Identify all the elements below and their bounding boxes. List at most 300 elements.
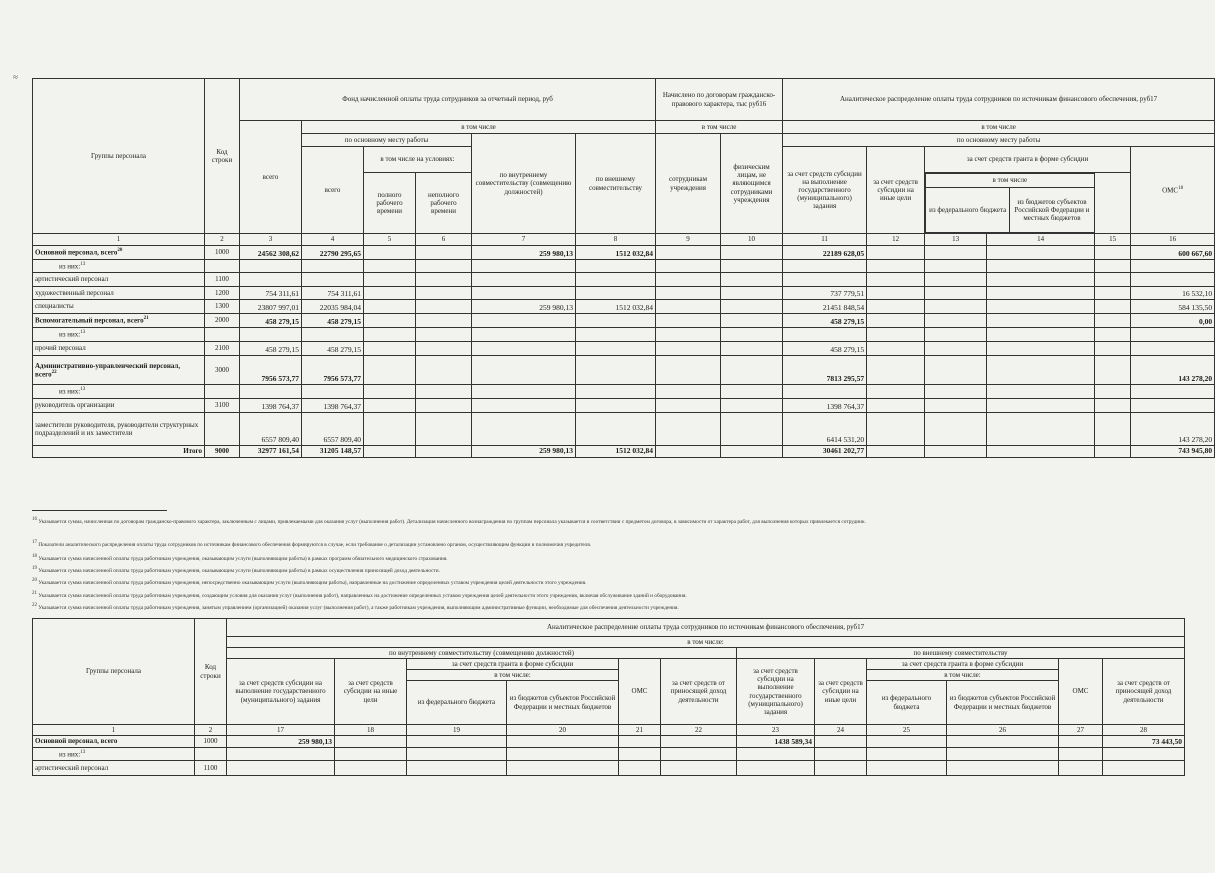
- footnote-number: 21: [32, 591, 37, 596]
- cell-c13: [925, 246, 987, 260]
- cell-c23: [737, 761, 815, 776]
- row-label: [33, 761, 195, 776]
- total-cell-c15: [1095, 446, 1131, 458]
- table-row: [33, 328, 1215, 342]
- column-number: 18: [335, 725, 407, 736]
- t2-col-header-internal: по внутреннему совместительству (совмещению должностей): [227, 648, 737, 659]
- cell-c5: [364, 385, 416, 399]
- footnote-number: 19: [32, 566, 37, 571]
- column-number: 6: [416, 234, 472, 246]
- scan-mark: ≈: [13, 72, 18, 82]
- cell-c5: [364, 413, 416, 446]
- t2-col-header-regional-2: из бюджетов субъектов Российской Федерации и местных бюджетов: [947, 681, 1059, 725]
- total-label: Итого: [33, 446, 205, 458]
- cell-c16: [1131, 328, 1215, 342]
- cell-c12: [867, 300, 925, 314]
- cell-c6: [416, 300, 472, 314]
- col-header-federal: из федерального бюджета: [926, 188, 1010, 233]
- t2-col-header-federal-1: из федерального бюджета: [407, 681, 507, 725]
- grant-subheader: [925, 173, 1095, 234]
- total-cell-c8: 1512 032,84: [576, 446, 656, 458]
- total-cell-c12: [867, 446, 925, 458]
- cell-c22: [661, 748, 737, 761]
- cell-c15: [1095, 287, 1131, 300]
- cell-c8: [576, 342, 656, 356]
- cell-c3: 7956 573,77: [240, 356, 302, 385]
- cell-c9: [656, 399, 721, 413]
- col-header-grant-incl: в том числе: [926, 174, 1095, 188]
- cell-c17: [227, 761, 335, 776]
- column-number: 2: [195, 725, 227, 736]
- cell-c11: 458 279,15: [783, 342, 867, 356]
- column-number: 5: [364, 234, 416, 246]
- t2-col-header-subsidy-task-1: за счет средств субсидии на выполнение государственного (муниципального) задания: [227, 659, 335, 725]
- t2-col-header-grant-incl-1: в том числе:: [407, 670, 619, 681]
- cell-c9: [656, 314, 721, 328]
- cell-c11: [783, 385, 867, 399]
- cell-c9: [656, 300, 721, 314]
- t2-col-header-incl: в том числе:: [227, 637, 1185, 648]
- column-number: 9: [656, 234, 721, 246]
- cell-c13: [925, 328, 987, 342]
- cell-c9: [656, 356, 721, 385]
- col-header-gph: Начислено по договорам гражданско-правового характера, тыс руб16: [656, 79, 783, 121]
- cell-c22: [661, 761, 737, 776]
- footnote-ref: 13: [80, 261, 86, 267]
- t2-col-header-code: Код строки: [195, 619, 227, 725]
- cell-c12: [867, 260, 925, 273]
- col-header-incl-2: в том числе: [656, 121, 783, 134]
- cell-c13: [925, 385, 987, 399]
- cell-c21: [619, 736, 661, 748]
- cell-c16: 16 532,10: [1131, 287, 1215, 300]
- col-header-conditions: в том числе на условиях:: [364, 147, 472, 173]
- cell-c27: [1059, 748, 1103, 761]
- cell-c20: [507, 748, 619, 761]
- t2-col-header-subsidy-other-2: за счет средств субсидии на иные цели: [815, 659, 867, 725]
- total-cell-c6: [416, 446, 472, 458]
- table-row: [33, 260, 1215, 273]
- subgroup-label: [33, 748, 195, 761]
- footnote-number: 20: [32, 578, 37, 583]
- footnote-16: 16 Указывается сумма, начисленная по договорам гражданско-правового характера, заключенным с лицами, привлекаемыми для оказания услуг (выполнения работ). Детализация начисленного вознаграждения по группам персонала указывается в соответствии с предметом договора, в зависимости от характера работ, для выполнения которых привлекается сотрудник.: [32, 517, 866, 525]
- cell-c18: [335, 761, 407, 776]
- cell-c9: [656, 246, 721, 260]
- cell-c5: [364, 342, 416, 356]
- cell-c11: 6414 531,20: [783, 413, 867, 446]
- cell-c3: 754 311,61: [240, 287, 302, 300]
- footnote-divider: [32, 510, 167, 511]
- column-number: 20: [507, 725, 619, 736]
- cell-c3: 458 279,15: [240, 342, 302, 356]
- col-header-subsidy-other: за счет средств субсидии на иные цели: [867, 147, 925, 234]
- cell-c11: 21451 848,54: [783, 300, 867, 314]
- cell-c14: [987, 287, 1095, 300]
- table-row: [33, 246, 1215, 260]
- row-label-text: Административно-управленческий персонал, всего: [35, 361, 181, 379]
- row-code: 3100: [205, 399, 240, 413]
- cell-c10: [721, 342, 783, 356]
- cell-c19: [407, 761, 507, 776]
- cell-c6: [416, 246, 472, 260]
- cell-c11: 22189 628,05: [783, 246, 867, 260]
- cell-c12: [867, 342, 925, 356]
- row-code: 3000: [205, 356, 240, 385]
- column-number: 26: [947, 725, 1059, 736]
- cell-c3: 23807 997,01: [240, 300, 302, 314]
- footnote-19: 19 Указывается сумма начисленной оплаты труда работникам учреждения, оказывающим услуги (выполняющим работы) в рамках осуществления приносящей доход деятельности.: [32, 566, 440, 574]
- footnote-ref: 21: [143, 316, 149, 322]
- cell-c18: [335, 748, 407, 761]
- footnote-ref: 13: [80, 330, 86, 336]
- subgroup-label: [33, 328, 205, 342]
- row-code: 1000: [195, 736, 227, 748]
- cell-c13: [925, 342, 987, 356]
- cell-c10: [721, 328, 783, 342]
- t2-col-header-income-1: за счет средств от приносящей доход деятельности: [661, 659, 737, 725]
- footnote-22: 22 Указывается сумма начисленной оплаты труда работникам учреждения, занятым управлением (организацией) оказания услуг (выполнения работ), а также работникам учреждения, выполняющим административные функции, необходимые для обеспечения деятельности учреждения.: [32, 603, 679, 611]
- cell-c16: [1131, 273, 1215, 287]
- row-label-text: из них:: [59, 750, 81, 759]
- cell-c22: [661, 736, 737, 748]
- column-number: 4: [302, 234, 364, 246]
- row-code: [205, 413, 240, 446]
- cell-c7: [472, 314, 576, 328]
- cell-c15: [1095, 260, 1131, 273]
- cell-c14: [987, 300, 1095, 314]
- cell-c10: [721, 300, 783, 314]
- cell-c24: [815, 748, 867, 761]
- cell-c6: [416, 399, 472, 413]
- column-number: 7: [472, 234, 576, 246]
- cell-c14: [987, 356, 1095, 385]
- cell-c9: [656, 273, 721, 287]
- cell-c9: [656, 287, 721, 300]
- cell-c13: [925, 356, 987, 385]
- cell-c14: [987, 413, 1095, 446]
- cell-c24: [815, 761, 867, 776]
- cell-c9: [656, 342, 721, 356]
- table-row: [33, 399, 1215, 413]
- cell-c8: [576, 356, 656, 385]
- cell-c12: [867, 314, 925, 328]
- cell-c14: [987, 314, 1095, 328]
- cell-c12: [867, 413, 925, 446]
- cell-c26: [947, 761, 1059, 776]
- cell-c20: [507, 736, 619, 748]
- column-number: 24: [815, 725, 867, 736]
- cell-c12: [867, 356, 925, 385]
- total-cell-c7: 259 980,13: [472, 446, 576, 458]
- cell-c10: [721, 273, 783, 287]
- col-header-total: всего: [240, 121, 302, 234]
- total-code: 9000: [205, 446, 240, 458]
- t2-col-header-analytic: Аналитическое распределение оплаты труда сотрудников по источникам финансового обеспечения, руб17: [227, 619, 1185, 637]
- cell-c3: 1398 764,37: [240, 399, 302, 413]
- cell-c5: [364, 328, 416, 342]
- footnote-number: 22: [32, 603, 37, 608]
- cell-c12: [867, 385, 925, 399]
- cell-c19: [407, 736, 507, 748]
- cell-c8: [576, 273, 656, 287]
- cell-c15: [1095, 246, 1131, 260]
- table-row: [33, 300, 1215, 314]
- cell-c10: [721, 413, 783, 446]
- column-number: 17: [227, 725, 335, 736]
- row-label-text: прочий персонал: [35, 344, 86, 353]
- column-number: 23: [737, 725, 815, 736]
- cell-c4: 1398 764,37: [302, 399, 364, 413]
- col-header-oms: ОМС$^{18}$: [1131, 147, 1215, 234]
- column-number: 11: [783, 234, 867, 246]
- row-code: 1100: [205, 273, 240, 287]
- cell-c5: [364, 399, 416, 413]
- col-header-external: по внешнему совместительству: [576, 134, 656, 234]
- cell-c10: [721, 399, 783, 413]
- cell-c4: 22790 295,65: [302, 246, 364, 260]
- cell-c13: [925, 287, 987, 300]
- row-label-text: специалисты: [35, 302, 74, 311]
- table-row: [33, 736, 1185, 748]
- cell-c11: 458 279,15: [783, 314, 867, 328]
- col-header-main-job-2: по основному месту работы: [783, 134, 1215, 147]
- table-row: [33, 385, 1215, 399]
- column-number: 10: [721, 234, 783, 246]
- t2-col-header-regional-1: из бюджетов субъектов Российской Федерации и местных бюджетов: [507, 681, 619, 725]
- analytic-table: [32, 618, 1185, 776]
- col-header-subsidy-task: за счет средств субсидии на выполнение государственного (муниципального) задания: [783, 147, 867, 234]
- row-label: [33, 356, 205, 385]
- t2-col-header-subsidy-other-1: за счет средств субсидии на иные цели: [335, 659, 407, 725]
- row-label-text: артистический персонал: [35, 763, 109, 772]
- row-label: [33, 287, 205, 300]
- row-code: 2000: [205, 314, 240, 328]
- column-number: 14: [987, 234, 1095, 246]
- cell-c9: [656, 385, 721, 399]
- row-code: [195, 748, 227, 761]
- total-row: [33, 446, 1215, 458]
- cell-c4: [302, 260, 364, 273]
- cell-c6: [416, 314, 472, 328]
- cell-c7: [472, 399, 576, 413]
- cell-c23: [737, 748, 815, 761]
- table-row: [33, 314, 1215, 328]
- row-code: 2100: [205, 342, 240, 356]
- row-code: 1000: [205, 246, 240, 260]
- cell-c4: [302, 328, 364, 342]
- cell-c8: [576, 328, 656, 342]
- cell-c26: [947, 736, 1059, 748]
- cell-c27: [1059, 736, 1103, 748]
- col-header-main-job-1: по основному месту работы: [302, 134, 472, 147]
- t2-column-number-row: [33, 725, 1185, 736]
- column-number: 16: [1131, 234, 1215, 246]
- column-number: 1: [33, 234, 205, 246]
- cell-c11: [783, 328, 867, 342]
- cell-c15: [1095, 328, 1131, 342]
- table-row: [33, 287, 1215, 300]
- cell-c3: 6557 809,40: [240, 413, 302, 446]
- cell-c13: [925, 399, 987, 413]
- table-row: [33, 342, 1215, 356]
- cell-c3: [240, 273, 302, 287]
- footnote-ref: 13: [80, 387, 86, 393]
- col-header-incl-1: в том числе: [302, 121, 656, 134]
- row-label-text: из них:: [59, 387, 81, 396]
- footnote-21: 21 Указывается сумма начисленной оплаты труда работникам учреждения, создающим условия для оказания услуг (выполнения работ), направленных на достижение определенных уставом учреждения целей деятельности этого учреждения, включая обслуживание зданий и оборудования.: [32, 591, 687, 599]
- cell-c7: [472, 385, 576, 399]
- cell-c3: [240, 328, 302, 342]
- cell-c9: [656, 413, 721, 446]
- column-number: 19: [407, 725, 507, 736]
- cell-c6: [416, 342, 472, 356]
- footnote-20: 20 Указывается сумма начисленной оплаты труда работникам учреждения, непосредственно оказывающим услуги (выполняющим работы), направленные на достижение определенных уставом учреждения целей деятельности этого учреждения.: [32, 578, 587, 586]
- cell-c25: [867, 761, 947, 776]
- cell-c15: [1095, 399, 1131, 413]
- total-cell-c5: [364, 446, 416, 458]
- cell-c4: 458 279,15: [302, 342, 364, 356]
- cell-c9: [656, 328, 721, 342]
- cell-c6: [416, 328, 472, 342]
- subgroup-label: [33, 260, 205, 273]
- cell-c8: [576, 287, 656, 300]
- total-cell-c3: 32977 161,54: [240, 446, 302, 458]
- cell-c3: [240, 260, 302, 273]
- cell-c24: [815, 736, 867, 748]
- cell-c10: [721, 287, 783, 300]
- row-label-text: из них:: [59, 330, 81, 339]
- col-header-full-time: полного рабочего времени: [364, 173, 416, 234]
- column-number: 27: [1059, 725, 1103, 736]
- cell-c16: [1131, 399, 1215, 413]
- cell-c6: [416, 385, 472, 399]
- cell-c4: 754 311,61: [302, 287, 364, 300]
- cell-c3: 24562 308,62: [240, 246, 302, 260]
- cell-c28: [1103, 761, 1185, 776]
- cell-c14: [987, 273, 1095, 287]
- cell-c17: 259 980,13: [227, 736, 335, 748]
- cell-c5: [364, 246, 416, 260]
- cell-c12: [867, 287, 925, 300]
- cell-c15: [1095, 342, 1131, 356]
- cell-c16: 584 135,50: [1131, 300, 1215, 314]
- col-header-part-time: неполного рабочего времени: [416, 173, 472, 234]
- row-code: [205, 260, 240, 273]
- cell-c15: [1095, 273, 1131, 287]
- total-cell-c13: [925, 446, 987, 458]
- row-code: [205, 328, 240, 342]
- cell-c7: [472, 287, 576, 300]
- cell-c5: [364, 356, 416, 385]
- cell-c8: [576, 260, 656, 273]
- cell-c6: [416, 260, 472, 273]
- column-number: 2: [205, 234, 240, 246]
- row-code: 1300: [205, 300, 240, 314]
- cell-c16: 143 278,20: [1131, 413, 1215, 446]
- cell-c3: [240, 385, 302, 399]
- cell-c17: [227, 748, 335, 761]
- cell-c14: [987, 399, 1095, 413]
- cell-c7: [472, 328, 576, 342]
- col-header-fund: Фонд начисленной оплаты труда сотрудников за отчетный период, руб: [240, 79, 656, 121]
- cell-c7: [472, 342, 576, 356]
- footnote-ref: 22: [51, 369, 57, 375]
- cell-c13: [925, 300, 987, 314]
- row-label: [33, 399, 205, 413]
- cell-c6: [416, 273, 472, 287]
- col-header-analytic: Аналитическое распределение оплаты труда сотрудников по источникам финансового обеспечения, руб17: [783, 79, 1215, 121]
- cell-c27: [1059, 761, 1103, 776]
- t2-col-header-grant-2: за счет средств гранта в форме субсидии: [867, 659, 1059, 670]
- row-label-text: художественный персонал: [35, 288, 114, 297]
- footnote-number: 16: [32, 517, 37, 522]
- cell-c15: [1095, 314, 1131, 328]
- cell-c11: [783, 273, 867, 287]
- column-number: 3: [240, 234, 302, 246]
- col-header-individuals: физическим лицам, не являющимся сотрудниками учреждения: [721, 134, 783, 234]
- cell-c7: 259 980,13: [472, 246, 576, 260]
- cell-c6: [416, 356, 472, 385]
- row-label: [33, 273, 205, 287]
- col-header-groups: Группы персонала: [33, 79, 205, 234]
- cell-c15: [1095, 413, 1131, 446]
- cell-c4: 22035 984,04: [302, 300, 364, 314]
- cell-c10: [721, 260, 783, 273]
- row-label-text: заместители руководителя, руководители структурных подразделений и их заместители: [35, 420, 199, 437]
- total-cell-c16: 743 945,80: [1131, 446, 1215, 458]
- cell-c26: [947, 748, 1059, 761]
- footnote-number: 17: [32, 540, 37, 545]
- cell-c28: 73 443,50: [1103, 736, 1185, 748]
- cell-c6: [416, 413, 472, 446]
- cell-c16: [1131, 342, 1215, 356]
- footnote-18: 18 Указывается сумма начисленной оплаты труда работникам учреждения, оказывающим услуги (выполняющим работы) в рамках программ обязательного медицинского страхования.: [32, 554, 448, 562]
- row-label-text: Вспомогательный персонал, всего: [35, 316, 144, 325]
- cell-c18: [335, 736, 407, 748]
- total-cell-c11: 30461 202,77: [783, 446, 867, 458]
- cell-c15: [1095, 385, 1131, 399]
- column-number: 13: [925, 234, 987, 246]
- table-row: [33, 761, 1185, 776]
- cell-c7: [472, 356, 576, 385]
- total-cell-c14: [987, 446, 1095, 458]
- cell-c15: [1095, 356, 1131, 385]
- row-label: [33, 342, 205, 356]
- cell-c7: [472, 260, 576, 273]
- total-cell-c4: 31205 148,57: [302, 446, 364, 458]
- row-code: 1100: [195, 761, 227, 776]
- cell-c10: [721, 314, 783, 328]
- column-number: 12: [867, 234, 925, 246]
- cell-c5: [364, 287, 416, 300]
- table-row: [33, 273, 1215, 287]
- cell-c4: [302, 273, 364, 287]
- col-header-code: Код строки: [205, 79, 240, 234]
- column-number: 15: [1095, 234, 1131, 246]
- total-cell-c9: [656, 446, 721, 458]
- cell-c12: [867, 246, 925, 260]
- column-number: 1: [33, 725, 195, 736]
- t2-col-header-federal-2: из федерального бюджета: [867, 681, 947, 725]
- col-header-all: всего: [302, 147, 364, 234]
- column-number-row: [33, 234, 1215, 246]
- cell-c5: [364, 273, 416, 287]
- cell-c13: [925, 413, 987, 446]
- cell-c4: 458 279,15: [302, 314, 364, 328]
- cell-c14: [987, 260, 1095, 273]
- cell-c23: 1438 589,34: [737, 736, 815, 748]
- cell-c13: [925, 314, 987, 328]
